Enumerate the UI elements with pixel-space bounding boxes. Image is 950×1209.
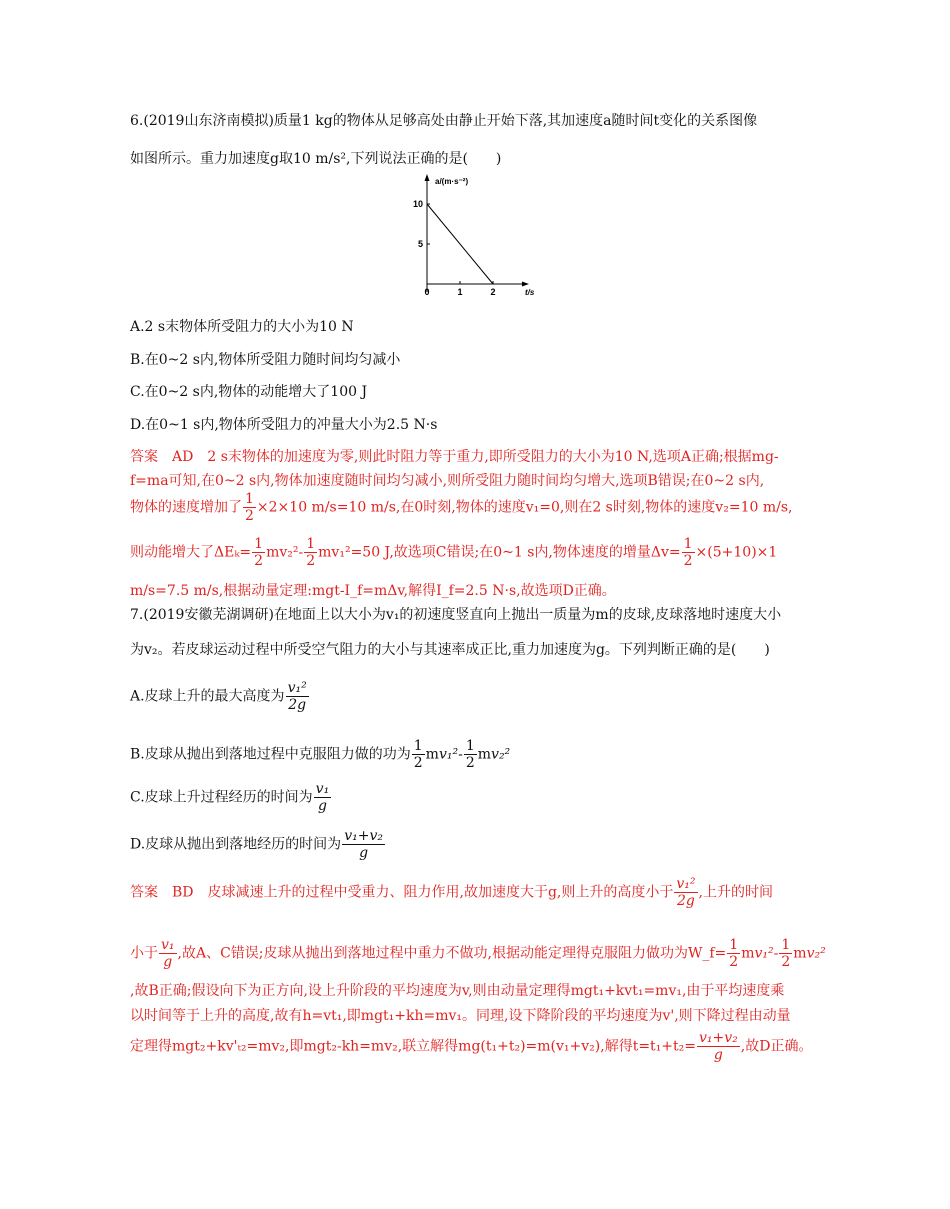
answer-text: 则动能增大了ΔEₖ=	[130, 544, 252, 561]
q7-option-c: C.皮球上升过程经历的时间为 $\frac{\text{v₁}}{g}$	[130, 781, 330, 814]
q7-option-d: D.皮球从抛出到落地经历的时间为 $\frac{\text{v₁+v₂}}{g}$	[130, 828, 383, 861]
fraction-v1-over-g: $\frac{\text{v₁}}{g}$	[315, 781, 330, 814]
answer-text: 物体的速度增加了	[130, 499, 242, 516]
q6-answer-line3	[130, 491, 792, 524]
answer-text: ×(5+10)×1	[695, 544, 778, 561]
q6-option-a: A.2 s末物体所受阻力的大小为10 N	[130, 319, 354, 335]
x-axis-arrow	[522, 282, 529, 287]
q6-answer-line5: m/s=7.5 m/s,根据动量定理:mgt-I_f=mΔv,解得I_f=2.5 N·s,故选项D正确。	[130, 583, 616, 599]
y-axis-label: a/(m·s⁻²)	[435, 177, 469, 186]
q6-stem-line1: 6.(2019山东济南模拟)质量1 kg的物体从足够高处由静止开始下落,其加速度a随时间t变化的关系图像	[130, 113, 758, 129]
q6-answer-line1: 答案 AD 2 s末物体的加速度为零,则此时阻力等于重力,即所受阻力的大小为10 N,选项A正确;根据mg-	[130, 449, 779, 465]
q7-stem-line1: 7.(2019安徽芜湖调研)在地面上以大小为v₁的初速度竖直向上抛出一质量为m的皮球,皮球落地时速度大小	[130, 607, 782, 623]
answer-text: mv₂²-	[266, 544, 304, 561]
fraction-half: $\frac{1}{2}$	[729, 937, 739, 970]
fraction-v1sq-over-2g: $\frac{\text{v₁²}}{2g}$	[676, 876, 696, 909]
q7-option-a: A.皮球上升的最大高度为 $\frac{\text{v₁²}}{2g}$	[130, 680, 307, 713]
q7-answer-line2: 小于 $\frac{\text{v₁}}{g}$ ,故A、C错误;皮球从抛出到落地过程中重力不做功,根据动能定理得克服阻力做功为W_f= $\frac{1}{2}$ mv₁²- $\frac{1}{2}$ mv₂²	[130, 937, 826, 970]
y-tick-label: 5	[417, 239, 423, 249]
q6-answer-line4	[130, 536, 777, 569]
fraction-half: $\frac{1}{2}$	[465, 738, 475, 771]
fraction-half: $\frac{1}{2}$	[413, 738, 423, 771]
q6-stem-line2: 如图所示。重力加速度g取10 m/s²,下列说法正确的是( )	[130, 151, 502, 167]
q6-option-c: C.在0~2 s内,物体的动能增大了100 J	[130, 384, 368, 400]
q6-option-b: B.在0~2 s内,物体所受阻力随时间均匀减小	[130, 352, 401, 368]
x-tick-label: 0	[424, 287, 430, 297]
fraction-v1sq-over-2g: $\frac{\text{v₁²}}{2g}$	[287, 680, 307, 713]
x-tick-label: 1	[457, 287, 463, 297]
fraction-v1-over-g: $\frac{\text{v₁}}{g}$	[161, 937, 175, 970]
fraction-v1pv2-over-g: $\frac{\text{v₁+v₂}}{g}$	[699, 1030, 738, 1063]
x-tick-label: 2	[490, 287, 496, 297]
q7-answer-line5: 定理得mgt₂+kv'ₜ₂=mv₂,即mgt₂-kh=mv₂,联立解得mg(t₁+t₂)=m(v₁+v₂),解得t=t₁+t₂= $\frac{\text{v₁+v₂}}{g}$ ,故D正确。	[130, 1030, 813, 1063]
fraction-half: $\frac{1}{2}$	[245, 491, 254, 524]
answer-text: ×2×10 m/s=10 m/s,在0时刻,物体的速度v₁=0,则在2 s时刻,物体的速度v₂=10 m/s,	[256, 499, 793, 516]
fraction-v1pv2-over-g: $\frac{\text{v₁+v₂}}{g}$	[344, 828, 383, 861]
fraction-half: $\frac{1}{2}$	[254, 536, 264, 569]
fraction-half: $\frac{1}{2}$	[781, 937, 791, 970]
q7-option-b: B.皮球从抛出到落地过程中克服阻力做的功为 $\frac{1}{2}$ mv₁²- $\frac{1}{2}$ mv₂²	[130, 738, 511, 771]
q7-answer-line3: ,故B正确;假设向下为正方向,设上升阶段的平均速度为v,则由动量定理得mgt₁+kvt₁=mv₁,由于平均速度乘	[130, 983, 785, 999]
y-axis-arrow	[425, 174, 430, 181]
series-line	[427, 204, 493, 284]
q6-option-d: D.在0~1 s内,物体所受阻力的冲量大小为2.5 N·s	[130, 417, 438, 433]
q7-answer-line4: 以时间等于上升的高度,故有h=vt₁,即mgt₁+kh=mv₁。同理,设下降阶段的平均速度为v',则下降过程由动量	[130, 1008, 791, 1024]
q7-stem-line2: 为v₂。若皮球运动过程中所受空气阻力的大小与其速率成正比,重力加速度为g。下列判断正确的是( )	[130, 642, 770, 658]
fraction-half: $\frac{1}{2}$	[683, 536, 693, 569]
x-axis-label: t/s	[525, 288, 535, 297]
fraction-half: $\frac{1}{2}$	[306, 536, 316, 569]
acceleration-time-graph	[405, 170, 545, 300]
y-tick-label: 10	[412, 199, 423, 209]
q6-answer-line2: f=ma可知,在0~2 s内,物体加速度随时间均匀减小,则所受阻力随时间均匀增大,选项B错误;在0~2 s内,	[130, 473, 765, 489]
answer-text: mv₁²=50 J,故选项C错误;在0~1 s内,物体速度的增量Δv=	[318, 544, 681, 561]
q7-answer-line1: 答案 BD 皮球减速上升的过程中受重力、阻力作用,故加速度大于g,则上升的高度小于 $\frac{\text{v₁²}}{2g}$ ,上升的时间	[130, 876, 773, 909]
